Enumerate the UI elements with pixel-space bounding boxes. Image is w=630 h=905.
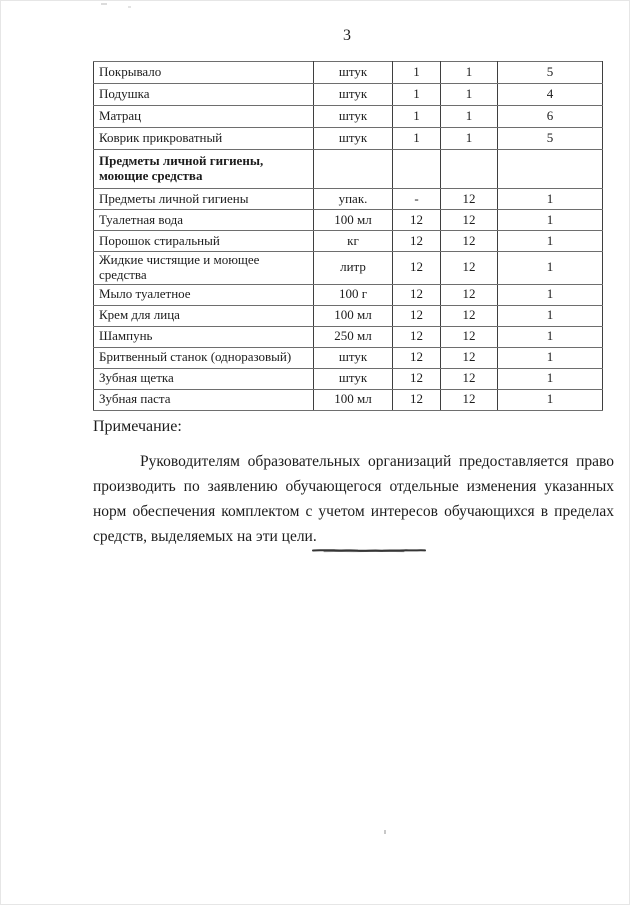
item-name-cell: Коврик прикроватный: [94, 128, 314, 150]
qty1-cell: -: [393, 189, 441, 210]
qty2-cell: 12: [441, 347, 498, 368]
qty2-cell: 12: [441, 326, 498, 347]
qty3-cell: 1: [498, 189, 603, 210]
table-row: [94, 128, 603, 150]
unit-cell: кг: [314, 231, 393, 252]
unit-cell: [314, 150, 393, 189]
qty2-cell: 12: [441, 210, 498, 231]
qty3-cell: 5: [498, 128, 603, 150]
qty3-cell: 1: [498, 368, 603, 389]
qty2-cell: 12: [441, 368, 498, 389]
unit-cell: 100 г: [314, 284, 393, 305]
qty3-cell: 1: [498, 231, 603, 252]
unit-cell: 100 мл: [314, 210, 393, 231]
item-name-cell: Порошок стиральный: [94, 231, 314, 252]
unit-cell: 100 мл: [314, 389, 393, 410]
qty3-cell: 1: [498, 284, 603, 305]
qty3-cell: 1: [498, 305, 603, 326]
note-label: Примечание:: [93, 418, 182, 435]
qty2-cell: 12: [441, 305, 498, 326]
qty2-cell: [441, 150, 498, 189]
qty2-cell: 12: [441, 389, 498, 410]
qty3-cell: 1: [498, 326, 603, 347]
item-name-cell: Подушка: [94, 84, 314, 106]
qty1-cell: 1: [393, 128, 441, 150]
table-row: [94, 347, 603, 368]
unit-cell: штук: [314, 128, 393, 150]
item-name-cell: Зубная щетка: [94, 368, 314, 389]
item-name-cell: Крем для лица: [94, 305, 314, 326]
item-name-cell: Бритвенный станок (одноразовый): [94, 347, 314, 368]
qty1-cell: 12: [393, 252, 441, 285]
qty2-cell: 12: [441, 252, 498, 285]
qty1-cell: 1: [393, 62, 441, 84]
signature-smudge-line: [312, 546, 426, 554]
scan-speck: [384, 830, 386, 834]
qty2-cell: 1: [441, 128, 498, 150]
qty2-cell: 1: [441, 84, 498, 106]
table-row: [94, 84, 603, 106]
qty1-cell: 12: [393, 347, 441, 368]
item-name-cell: Предметы личной гигиены: [94, 189, 314, 210]
table-row: [94, 106, 603, 128]
qty3-cell: 6: [498, 106, 603, 128]
qty1-cell: 12: [393, 389, 441, 410]
section-title-cell: Предметы личной гигиены, моющие средства: [94, 150, 314, 189]
qty1-cell: 12: [393, 284, 441, 305]
table-row: [94, 62, 603, 84]
unit-cell: 250 мл: [314, 326, 393, 347]
note-paragraph: Руководителям образовательных организаций предоставляется право производить по заявлению обучающегося отдельные изменения указанных норм обеспечения комплектом с учетом интересов обучающихся в пределах средств, выделяемых на эти цели.: [93, 453, 614, 545]
table-row: [94, 210, 603, 231]
table-row: [94, 326, 603, 347]
qty1-cell: 12: [393, 210, 441, 231]
qty2-cell: 1: [441, 62, 498, 84]
unit-cell: литр: [314, 252, 393, 285]
qty1-cell: [393, 150, 441, 189]
qty1-cell: 1: [393, 106, 441, 128]
qty3-cell: 1: [498, 210, 603, 231]
item-name-cell: Мыло туалетное: [94, 284, 314, 305]
qty1-cell: 12: [393, 305, 441, 326]
unit-cell: штук: [314, 106, 393, 128]
item-name-cell: Покрывало: [94, 62, 314, 84]
qty3-cell: 1: [498, 389, 603, 410]
unit-cell: штук: [314, 62, 393, 84]
qty3-cell: 1: [498, 347, 603, 368]
unit-cell: штук: [314, 368, 393, 389]
unit-cell: упак.: [314, 189, 393, 210]
table-row: [94, 305, 603, 326]
table-row: [94, 252, 603, 285]
unit-cell: штук: [314, 347, 393, 368]
qty1-cell: 12: [393, 326, 441, 347]
table-section-row: [94, 150, 603, 189]
qty1-cell: 12: [393, 231, 441, 252]
item-name-cell: Туалетная вода: [94, 210, 314, 231]
item-name-cell: Зубная паста: [94, 389, 314, 410]
scan-speck: [128, 6, 131, 8]
table-row: [94, 231, 603, 252]
note-section: [93, 418, 614, 549]
item-name-cell: Матрац: [94, 106, 314, 128]
qty2-cell: 1: [441, 106, 498, 128]
table-row: [94, 284, 603, 305]
scan-speck: [101, 3, 107, 5]
qty2-cell: 12: [441, 231, 498, 252]
qty3-cell: 4: [498, 84, 603, 106]
table-row: [94, 368, 603, 389]
qty1-cell: 1: [393, 84, 441, 106]
supply-norms-table: [93, 61, 603, 411]
qty3-cell: [498, 150, 603, 189]
page-number: 3: [343, 27, 352, 44]
qty2-cell: 12: [441, 284, 498, 305]
unit-cell: штук: [314, 84, 393, 106]
item-name-cell: Жидкие чистящие и моющее средства: [94, 252, 314, 285]
qty2-cell: 12: [441, 189, 498, 210]
table-row: [94, 389, 603, 410]
qty1-cell: 12: [393, 368, 441, 389]
item-name-cell: Шампунь: [94, 326, 314, 347]
qty3-cell: 5: [498, 62, 603, 84]
qty3-cell: 1: [498, 252, 603, 285]
unit-cell: 100 мл: [314, 305, 393, 326]
table-row: [94, 189, 603, 210]
